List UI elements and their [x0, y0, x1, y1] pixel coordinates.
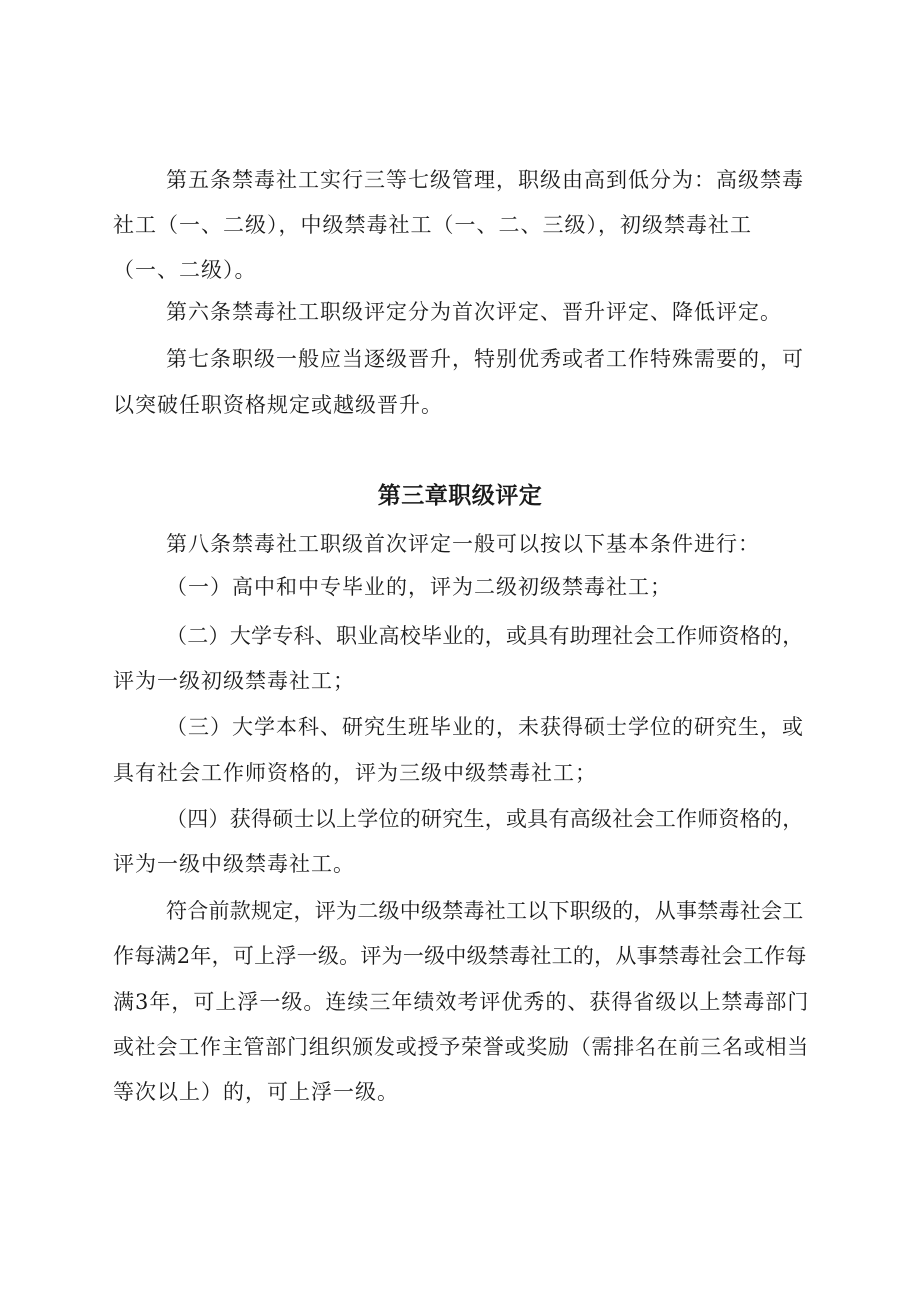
article-5-line-3: （一、二级）。 [113, 258, 257, 282]
article-8-item-3-line-2: 具有社会工作师资格的，评为三级中级禁毒社工； [113, 761, 597, 785]
article-8-item-4-line-1: （四）获得硕士以上学位的研究生，或具有高级社会工作师资格的， [166, 807, 804, 831]
final-paragraph-line-1: 符合前款规定，评为二级中级禁毒社工以下职级的，从事禁毒社会工 [166, 899, 804, 923]
article-8-item-2-line-2: 评为一级初级禁毒社工； [113, 669, 355, 693]
final-paragraph-line-5: 等次以上）的，可上浮一级。 [113, 1080, 399, 1104]
article-8-item-2-line-1: （二）大学专科、职业高校毕业的，或具有助理社会工作师资格的， [166, 624, 804, 648]
article-7-line-2: 以突破任职资格规定或越级晋升。 [113, 393, 443, 417]
article-8-item-4-line-2: 评为一级中级禁毒社工。 [113, 852, 355, 876]
article-5-line-1: 第五条禁毒社工实行三等七级管理，职级由高到低分为：高级禁毒 [166, 168, 804, 192]
article-6-line-1: 第六条禁毒社工职级评定分为首次评定、晋升评定、降低评定。 [166, 300, 782, 324]
final-paragraph-line-3: 满3年，可上浮一级。连续三年绩效考评优秀的、获得省级以上禁毒部门 [113, 990, 810, 1014]
chapter-heading: 第三章职级评定 [377, 483, 543, 509]
article-7-line-1: 第七条职级一般应当逐级晋升，特别优秀或者工作特殊需要的，可 [166, 347, 804, 371]
article-8-item-1: （一）高中和中专毕业的，评为二级初级禁毒社工； [166, 575, 672, 599]
final-paragraph-line-2: 作每满2年，可上浮一级。评为一级中级禁毒社工的，从事禁毒社会工作每 [113, 944, 807, 968]
article-8-item-3-line-1: （三）大学本科、研究生班毕业的，未获得硕士学位的研究生，或 [166, 715, 804, 739]
final-paragraph-line-4: 或社会工作主管部门组织颁发或授予荣誉或奖励（需排名在前三名或相当 [113, 1035, 809, 1059]
article-8-intro: 第八条禁毒社工职级首次评定一般可以按以下基本条件进行： [166, 532, 760, 556]
article-5-line-2: 社工（一、二级），中级禁毒社工（一、二、三级），初级禁毒社工 [113, 213, 752, 237]
